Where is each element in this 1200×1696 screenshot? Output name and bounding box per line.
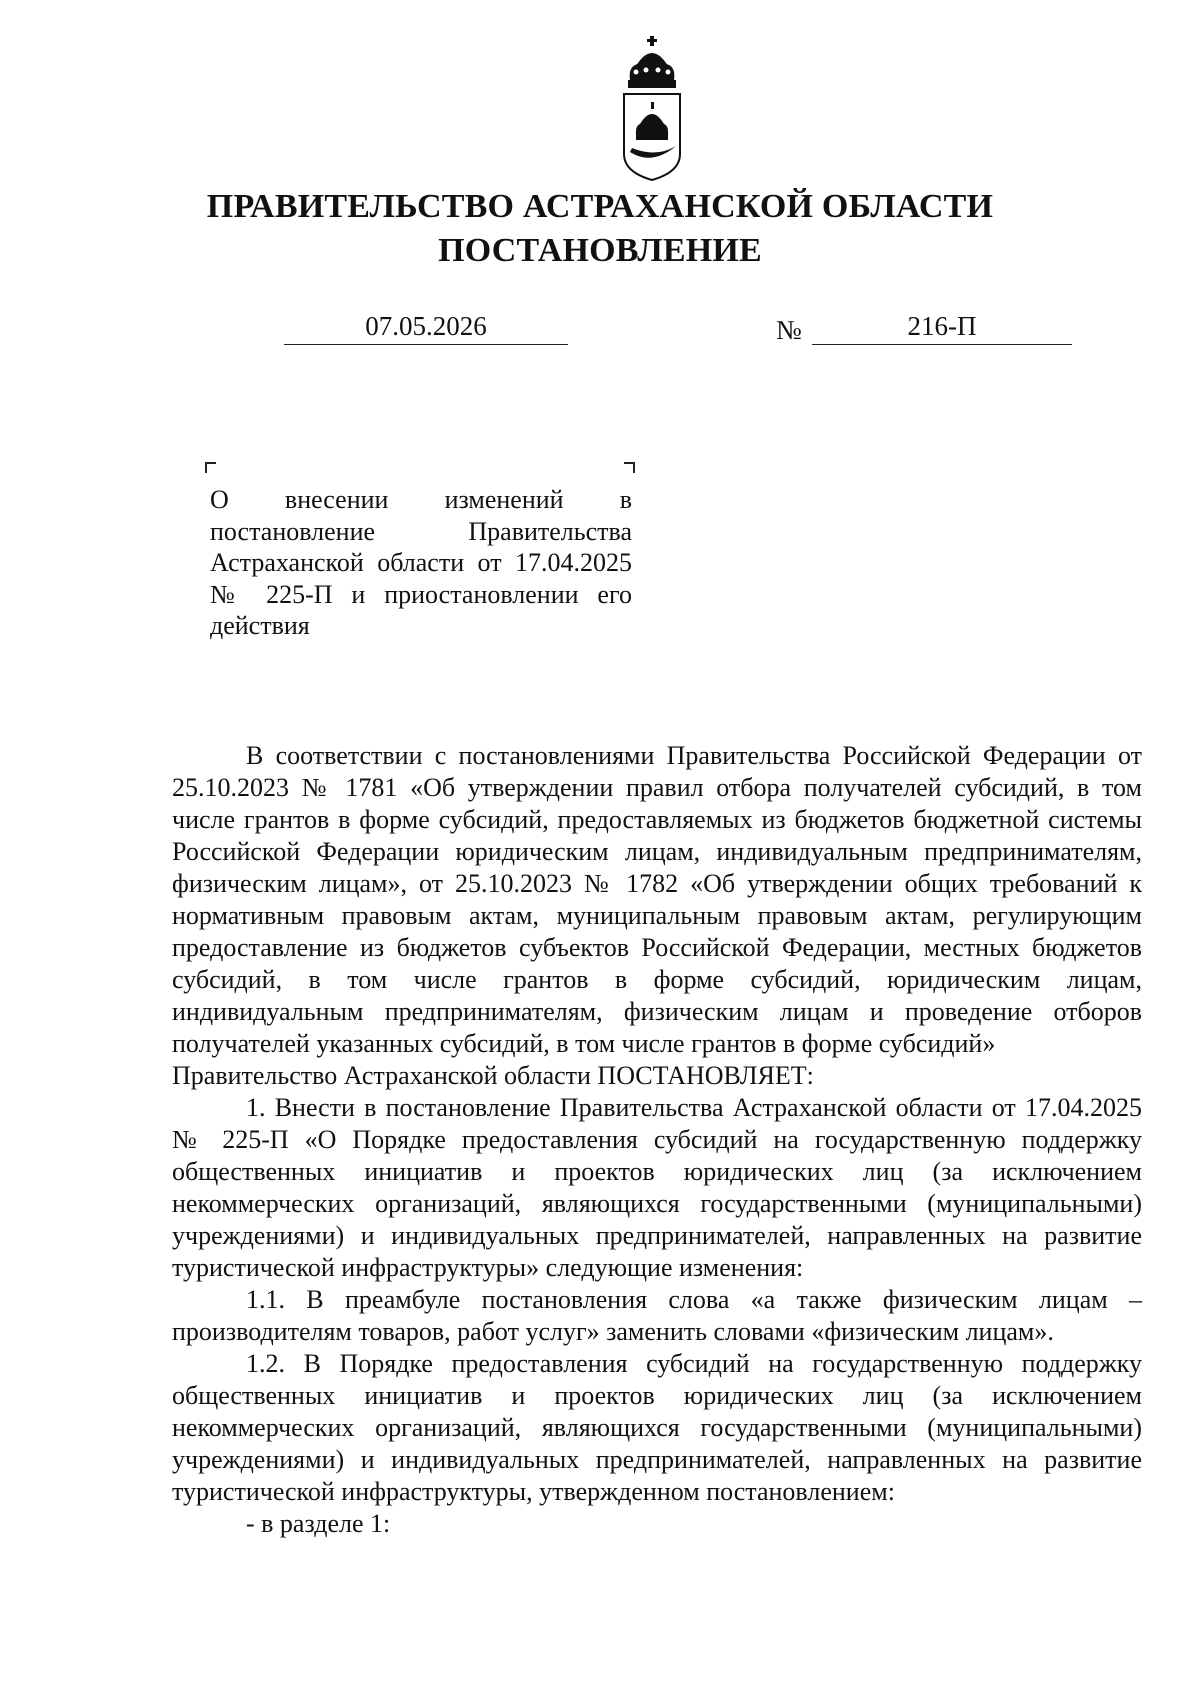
document-subject: О внесении изменений в постановление Правительства Астраханской области от 17.04.2025 № 225-П и приостановлении его действия [210, 485, 632, 640]
document-date: 07.05.2026 [284, 310, 568, 345]
paragraph-1: 1. Внести в постановление Правительства Астраханской области от 17.04.2025 № 225-П «О Порядке предоставления субсидий на государственную поддержку общественных инициатив и проектов юридических лиц (за исключением некоммерческих организаций, являющихся государственными (муниципальными) учреждениями) и индивидуальных предпринимателей, направленных на развитие туристической инфраструктуры» следующие изменения: [172, 1093, 1142, 1282]
organization-title: ПРАВИТЕЛЬСТВО АСТРАХАНСКОЙ ОБЛАСТИ [206, 188, 994, 225]
subject-corner-left [205, 462, 216, 473]
paragraph-1-1: 1.1. В преамбуле постановления слова «а также физическим лицам – производителям товаров, работ услуг» заменить словами «физическим лицам». [172, 1285, 1142, 1346]
document-body [172, 740, 1142, 1540]
paragraph-1-2: 1.2. В Порядке предоставления субсидий на государственную поддержку общественных инициатив и проектов юридических лиц (за исключением некоммерческих организаций, являющихся государственными (муниципальными) учреждениями) и индивидуальных предпринимателей, направленных на развитие туристической инфраструктуры, утвержденном постановлением: [172, 1349, 1142, 1506]
resolves-line: Правительство Астраханской области ПОСТАНОВЛЯЕТ: [172, 1061, 814, 1090]
subject-corner-right [624, 462, 635, 473]
preamble-paragraph: В соответствии с постановлениями Правительства Российской Федерации от 25.10.2023 № 1781 «Об утверждении правил отбора получателей субсидий, в том числе грантов в форме субсидий, предоставляемых из бюджетов бюджетной системы Российской Федерации юридическим лицам, индивидуальным предпринимателям, физическим лицам», от 25.10.2023 № 1782 «Об утверждении общих требований к нормативным правовым актам, муниципальным правовым актам, регулирующим предоставление из бюджетов субъектов Российской Федерации, местных бюджетов субсидий, в том числе грантов в форме субсидий, юридическим лицам, индивидуальным предпринимателям, физическим лицам и проведение отборов получателей указанных субсидий, в том числе грантов в форме субсидий» [172, 741, 1142, 1058]
list-item: - в разделе 1: [246, 1509, 391, 1538]
document-number: 216-П [812, 310, 1072, 345]
coat-of-arms-icon [616, 36, 688, 182]
document-type-title: ПОСТАНОВЛЕНИЕ [438, 232, 762, 269]
number-sign: № [776, 315, 802, 345]
